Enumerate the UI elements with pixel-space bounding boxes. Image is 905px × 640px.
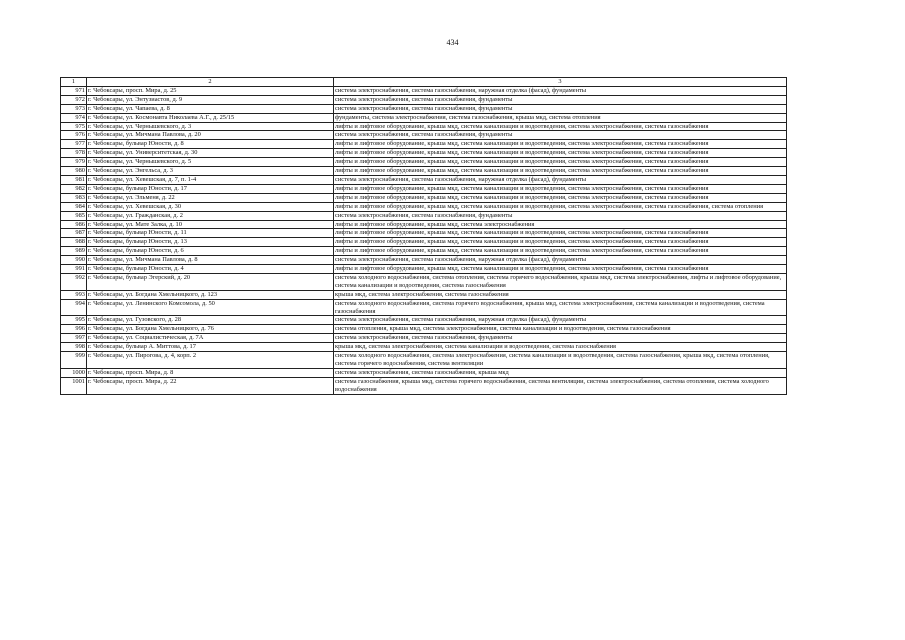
row-number: 986 (61, 220, 87, 229)
row-address: г. Чебоксары, бульвар Юности, д. 8 (87, 140, 334, 149)
row-number: 1000 (61, 368, 87, 377)
row-works: лифты и лифтовое оборудование, крыша мкд, система канализации и водоотведения, система электроснабжения, система газоснабжения (334, 265, 787, 274)
table-row (61, 247, 787, 256)
row-address: г. Чебоксары, бульвар Юности, д. 17 (87, 184, 334, 193)
row-address: г. Чебоксары, ул. Мичмана Павлова, д. 8 (87, 256, 334, 265)
table-row (61, 149, 787, 158)
table-row (61, 202, 787, 211)
row-address: г. Чебоксары, ул. Чернышевского, д. 3 (87, 122, 334, 131)
row-address: г. Чебоксары, ул. Ленинского Комсомола, д. 50 (87, 299, 334, 316)
row-works: система электроснабжения, система газоснабжения, крыша мкд (334, 368, 787, 377)
table-row (61, 140, 787, 149)
row-number: 980 (61, 167, 87, 176)
row-address: г. Чебоксары, просп. Мира, д. 22 (87, 377, 334, 394)
row-works: фундаменты, система электроснабжения, система газоснабжения, крыша мкд, система отопления (334, 113, 787, 122)
row-works: система холодного водоснабжения, система горячего водоснабжения, крыша мкд, система электроснабжения, система канализации и водоотведения, система газоснабжения (334, 299, 787, 316)
table-row (61, 158, 787, 167)
row-works: система газоснабжения, крыша мкд, система горячего водоснабжения, система вентиляции, система электроснабжения, система отопления, система холодного водоснабжения (334, 377, 787, 394)
row-works: лифты и лифтовое оборудование, крыша мкд, система канализации и водоотведения, система электроснабжения, система газоснабжения (334, 122, 787, 131)
row-address: г. Чебоксары, бульвар Юности, д. 13 (87, 238, 334, 247)
column-header: 1 (61, 78, 87, 87)
table-row (61, 325, 787, 334)
row-works: система электроснабжения, система газоснабжения, фундаменты (334, 211, 787, 220)
row-address: г. Чебоксары, ул. Гузовского, д. 28 (87, 316, 334, 325)
row-number: 996 (61, 325, 87, 334)
table-row (61, 273, 787, 290)
row-works: система электроснабжения, система газоснабжения, фундаменты (334, 95, 787, 104)
row-address: г. Чебоксары, ул. Мате Залка, д. 10 (87, 220, 334, 229)
row-address: г. Чебоксары, ул. Пирогова, д. 4, корп. 2 (87, 352, 334, 369)
table-row (61, 167, 787, 176)
row-works: лифты и лифтовое оборудование, крыша мкд, система канализации и водоотведения, система электроснабжения, система газоснабжения (334, 229, 787, 238)
table-row (61, 334, 787, 343)
column-header: 2 (87, 78, 334, 87)
table-row (61, 229, 787, 238)
row-number: 981 (61, 175, 87, 184)
row-address: г. Чебоксары, ул. Богдана Хмельницкого, д. 76 (87, 325, 334, 334)
row-works: система электроснабжения, система газоснабжения, наружная отделка (фасад), фундаменты (334, 175, 787, 184)
row-number: 999 (61, 352, 87, 369)
table-row (61, 377, 787, 394)
row-number: 991 (61, 265, 87, 274)
row-address: г. Чебоксары, ул. Хевешская, д. 30 (87, 202, 334, 211)
row-address: г. Чебоксары, ул. Энгельса, д. 3 (87, 167, 334, 176)
table-row (61, 352, 787, 369)
row-address: г. Чебоксары, ул. Гражданская, д. 2 (87, 211, 334, 220)
row-address: г. Чебоксары, ул. Хевешская, д. 7, п. 1-4 (87, 175, 334, 184)
table-row (61, 122, 787, 131)
row-works: система холодного водоснабжения, система электроснабжения, система канализации и водоотведения, система газоснабжения, крыша мкд, система отопления, система горячего водоснабжения, система вентиляции (334, 352, 787, 369)
table-row (61, 290, 787, 299)
table-header-row (61, 78, 787, 87)
row-number: 972 (61, 95, 87, 104)
row-works: лифты и лифтовое оборудование, крыша мкд, система канализации и водоотведения, система электроснабжения, система газоснабжения (334, 247, 787, 256)
row-address: г. Чебоксары, ул. Мичмана Павлова, д. 20 (87, 131, 334, 140)
row-address: г. Чебоксары, ул. Чапаева, д. 8 (87, 104, 334, 113)
table-row (61, 175, 787, 184)
row-address: г. Чебоксары, бульвар Юности, д. 6 (87, 247, 334, 256)
table-row (61, 193, 787, 202)
table-row (61, 184, 787, 193)
row-works: лифты и лифтовое оборудование, крыша мкд, система канализации и водоотведения, система электроснабжения, система газоснабжения (334, 140, 787, 149)
works-table (60, 77, 787, 395)
table-row (61, 265, 787, 274)
row-number: 973 (61, 104, 87, 113)
row-address: г. Чебоксары, бульвар Эгерский, д. 20 (87, 273, 334, 290)
row-works: лифты и лифтовое оборудование, крыша мкд, система канализации и водоотведения, система электроснабжения, система газоснабжения (334, 149, 787, 158)
row-number: 998 (61, 343, 87, 352)
row-number: 997 (61, 334, 87, 343)
row-address: г. Чебоксары, просп. Мира, д. 25 (87, 86, 334, 95)
row-number: 995 (61, 316, 87, 325)
row-works: система отопления, крыша мкд, система электроснабжения, система канализации и водоотведения, система газоснабжения (334, 325, 787, 334)
row-number: 979 (61, 158, 87, 167)
row-number: 974 (61, 113, 87, 122)
row-address: г. Чебоксары, ул. Чернышевского, д. 5 (87, 158, 334, 167)
row-address: г. Чебоксары, бульвар Юности, д. 4 (87, 265, 334, 274)
row-number: 994 (61, 299, 87, 316)
table-row (61, 211, 787, 220)
row-works: система электроснабжения, система газоснабжения, фундаменты (334, 104, 787, 113)
table-row (61, 131, 787, 140)
row-works: система электроснабжения, система газоснабжения, фундаменты (334, 131, 787, 140)
row-works: лифты и лифтовое оборудование, крыша мкд, система канализации и водоотведения, система электроснабжения, система газоснабжения (334, 238, 787, 247)
row-number: 976 (61, 131, 87, 140)
row-works: лифты и лифтовое оборудование, крыша мкд, система канализации и водоотведения, система электроснабжения, система газоснабжения (334, 158, 787, 167)
row-number: 1001 (61, 377, 87, 394)
row-address: г. Чебоксары, ул. Университетская, д. 30 (87, 149, 334, 158)
column-header: 3 (334, 78, 787, 87)
table-row (61, 86, 787, 95)
row-works: лифты и лифтовое оборудование, крыша мкд, система канализации и водоотведения, система электроснабжения, система газоснабжения, система отопления (334, 202, 787, 211)
table-row (61, 113, 787, 122)
table-row (61, 256, 787, 265)
row-number: 978 (61, 149, 87, 158)
table-row (61, 299, 787, 316)
row-works: система электроснабжения, система газоснабжения, наружная отделка (фасад), фундаменты (334, 86, 787, 95)
table-row (61, 238, 787, 247)
row-number: 990 (61, 256, 87, 265)
row-address: г. Чебоксары, просп. Мира, д. 8 (87, 368, 334, 377)
row-works: система электроснабжения, система газоснабжения, фундаменты (334, 334, 787, 343)
row-address: г. Чебоксары, ул. Социалистическая, д. 7А (87, 334, 334, 343)
row-works: лифты и лифтовое оборудование, крыша мкд, система канализации и водоотведения, система электроснабжения, система газоснабжения (334, 193, 787, 202)
row-number: 975 (61, 122, 87, 131)
row-number: 977 (61, 140, 87, 149)
row-works: крыша мкд, система электроснабжения, система канализации и водоотведения, система газоснабжения (334, 343, 787, 352)
row-works: система электроснабжения, система газоснабжения, наружная отделка (фасад), фундаменты (334, 316, 787, 325)
row-works: лифты и лифтовое оборудование, крыша мкд, система канализации и водоотведения, система электроснабжения, система газоснабжения (334, 167, 787, 176)
row-address: г. Чебоксары, бульвар А. Миттова, д. 17 (87, 343, 334, 352)
row-number: 988 (61, 238, 87, 247)
row-works: лифты и лифтовое оборудование, крыша мкд, система канализации и водоотведения, система электроснабжения, система газоснабжения (334, 184, 787, 193)
row-address: г. Чебоксары, бульвар Юности, д. 11 (87, 229, 334, 238)
page-number: 434 (446, 38, 459, 47)
row-works: лифты и лифтовое оборудование, крыша мкд, система электроснабжения (334, 220, 787, 229)
row-number: 987 (61, 229, 87, 238)
row-number: 982 (61, 184, 87, 193)
row-works: крыша мкд, система электроснабжения, система газоснабжения (334, 290, 787, 299)
row-number: 983 (61, 193, 87, 202)
row-number: 984 (61, 202, 87, 211)
row-number: 971 (61, 86, 87, 95)
table-row (61, 104, 787, 113)
row-number: 992 (61, 273, 87, 290)
row-address: г. Чебоксары, ул. Энтузиастов, д. 9 (87, 95, 334, 104)
row-address: г. Чебоксары, ул. Эльменя, д. 22 (87, 193, 334, 202)
row-number: 989 (61, 247, 87, 256)
row-works: система холодного водоснабжения, система отопления, система горячего водоснабжения, крыша мкд, система электроснабжения, лифты и лифтовое оборудование, система канализации и водоотведения, система газоснабжения (334, 273, 787, 290)
row-works: система электроснабжения, система газоснабжения, наружная отделка (фасад), фундаменты (334, 256, 787, 265)
table-row (61, 316, 787, 325)
table-row (61, 368, 787, 377)
row-number: 993 (61, 290, 87, 299)
row-address: г. Чебоксары, ул. Богдана Хмельницкого, д. 123 (87, 290, 334, 299)
table-row (61, 343, 787, 352)
row-number: 985 (61, 211, 87, 220)
row-address: г. Чебоксары, ул. Космонавта Николаева А.Г., д. 25/15 (87, 113, 334, 122)
table-row (61, 95, 787, 104)
table-row (61, 220, 787, 229)
